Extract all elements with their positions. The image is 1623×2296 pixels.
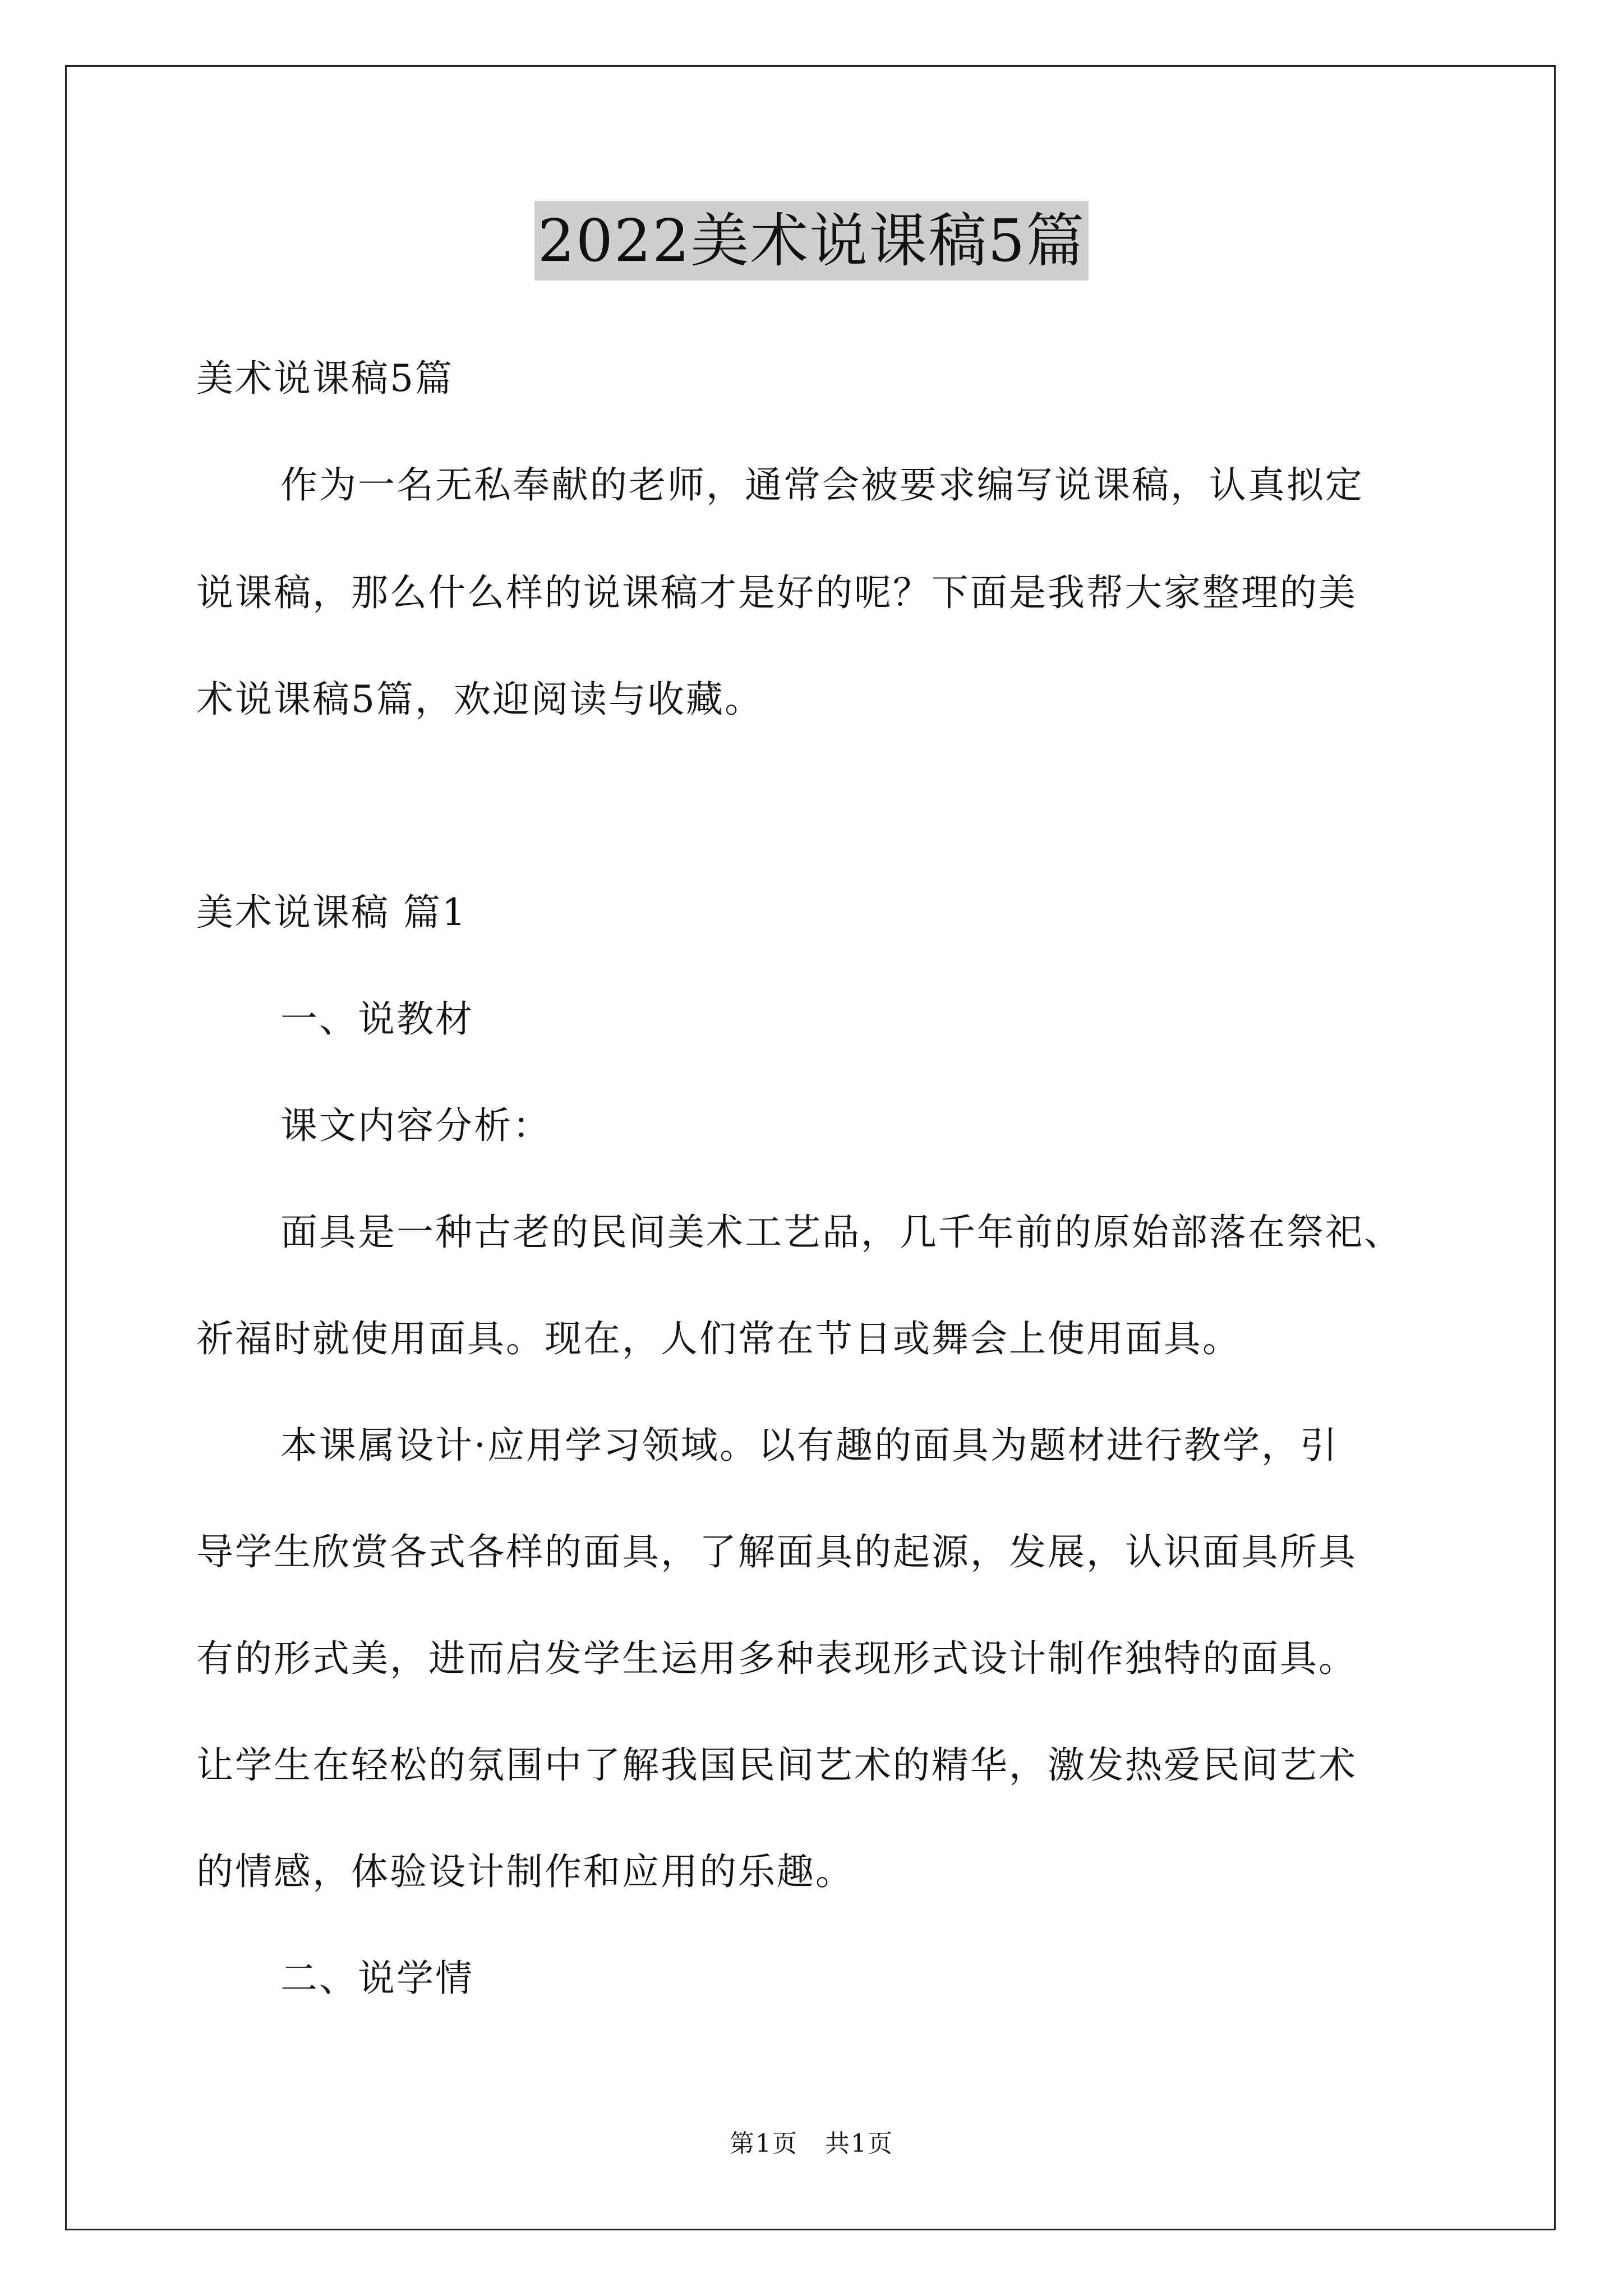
paragraph-line: 面具是一种古老的民间美术工艺品，几千年前的原始部落在祭祀、 — [280, 1211, 1403, 1254]
heading-1-sub: 课文内容分析： — [280, 1104, 551, 1147]
intro-line: 术说课稿5篇，欢迎阅读与收藏。 — [196, 678, 763, 721]
intro-line: 作为一名无私奉献的老师，通常会被要求编写说课稿，认真拟定 — [280, 463, 1364, 507]
paragraph-line: 的情感，体验设计制作和应用的乐趣。 — [196, 1850, 854, 1893]
page-footer — [0, 2127, 1623, 2161]
page-current: 第1页 — [730, 2129, 798, 2158]
paragraph-line: 让学生在轻松的氛围中了解我国民间艺术的精华，激发热爱民间艺术 — [196, 1743, 1357, 1787]
document-subtitle: 美术说课稿5篇 — [196, 357, 454, 400]
paragraph-line: 有的形式美，进而启发学生运用多种表现形式设计制作独特的面具。 — [196, 1637, 1357, 1680]
section-heading: 美术说课稿 篇1 — [196, 891, 467, 934]
paragraph-line: 祈福时就使用面具。现在，人们常在节日或舞会上使用面具。 — [196, 1317, 1241, 1360]
page-total: 共1页 — [825, 2129, 893, 2158]
title-container — [0, 201, 1623, 280]
heading-1: 一、说教材 — [280, 997, 474, 1041]
intro-line: 说课稿，那么什么样的说课稿才是好的呢？下面是我帮大家整理的美 — [196, 571, 1357, 614]
paragraph-line: 本课属设计·应用学习领域。以有趣的面具为题材进行教学，引 — [280, 1424, 1339, 1467]
document-title: 2022美术说课稿5篇 — [534, 201, 1089, 280]
paragraph-line: 导学生欣赏各式各样的面具，了解面具的起源，发展，认识面具所具 — [196, 1530, 1357, 1573]
heading-2: 二、说学情 — [280, 1957, 474, 2000]
